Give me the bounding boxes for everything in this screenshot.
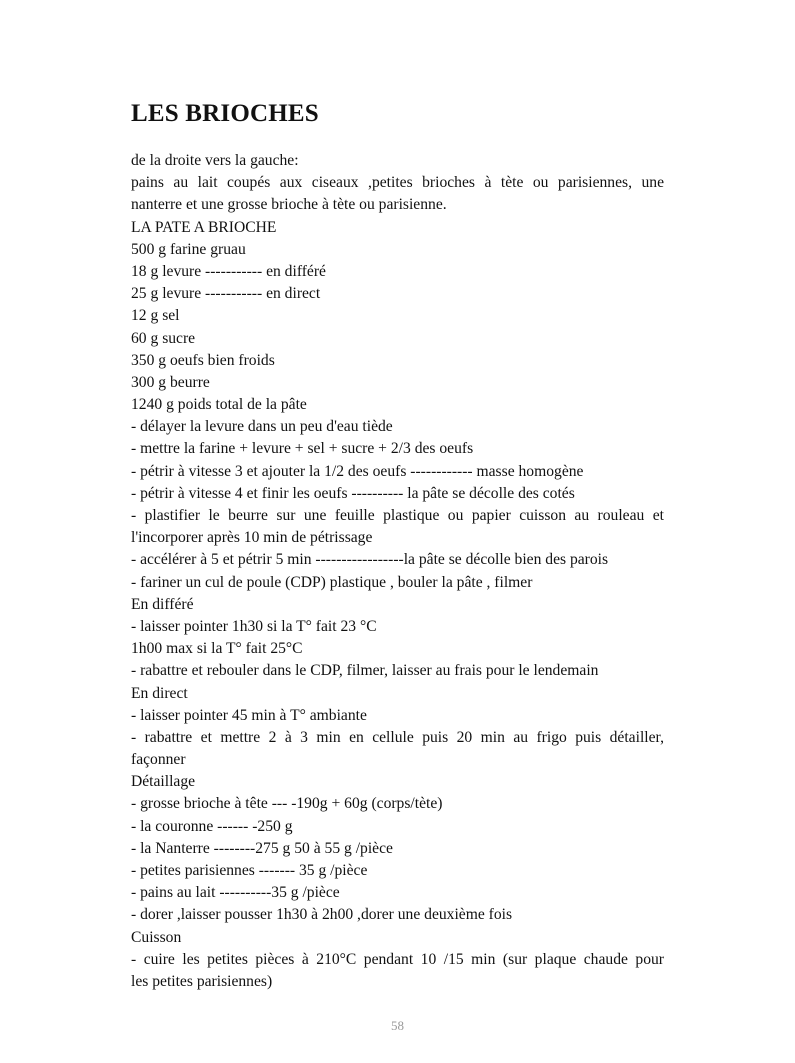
text-line: - pétrir à vitesse 3 et ajouter la 1/2 des oeufs ------------ masse homogène: [131, 462, 584, 480]
text-line: En différé: [131, 595, 194, 613]
text-line: - délayer la levure dans un peu d'eau tiède: [131, 418, 393, 436]
text-line: - pétrir à vitesse 4 et finir les oeufs ---------- la pâte se décolle des cotés: [131, 484, 575, 502]
text-line: - plastifier le beurre sur une feuille plastique ou papier cuisson au rouleau et: [131, 507, 664, 524]
text-line: 60 g sucre: [131, 329, 196, 347]
text-line: - mettre la farine + levure + sel + sucre + 2/3 des oeufs: [131, 440, 474, 458]
text-line: - rabattre et rebouler dans le CDP, filmer, laisser au frais pour le lendemain: [131, 662, 599, 680]
text-line: - rabattre et mettre 2 à 3 min en cellule puis 20 min au frigo puis détailler,: [131, 728, 664, 746]
text-line: 500 g farine gruau: [131, 240, 246, 258]
text-line: Détaillage: [131, 773, 196, 791]
text-line: 350 g oeufs bien froids: [131, 351, 275, 369]
text-line: 18 g levure ----------- en différé: [131, 262, 326, 280]
text-line: 1240 g poids total de la pâte: [131, 396, 307, 414]
text-line: - grosse brioche à tête --- -190g + 60g (corps/tète): [131, 795, 443, 813]
recipe-body: [131, 150, 664, 993]
page-number: 58: [391, 1018, 404, 1033]
text-line: - laisser pointer 1h30 si la T° fait 23 °C: [131, 617, 377, 635]
text-line: - pains au lait ----------35 g /pièce: [131, 884, 340, 902]
text-line: 12 g sel: [131, 307, 180, 325]
text-line: les petites parisiennes): [131, 972, 273, 990]
text-line: - cuire les petites pièces à 210°C pendant 10 /15 min (sur plaque chaude pour: [131, 950, 664, 968]
text-line: façonner: [131, 751, 186, 769]
text-line: 300 g beurre: [131, 373, 210, 391]
page-title: LES BRIOCHES: [131, 100, 319, 127]
text-line: Cuisson: [131, 928, 182, 946]
text-line: 1h00 max si la T° fait 25°C: [131, 640, 303, 658]
text-line: de la droite vers la gauche:: [131, 152, 299, 169]
text-line: nanterre et une grosse brioche à tète ou parisienne.: [131, 196, 447, 214]
text-line: - la couronne ------ -250 g: [131, 817, 293, 835]
text-line: l'incorporer après 10 min de pétrissage: [131, 529, 373, 547]
text-line: - la Nanterre --------275 g 50 à 55 g /pièce: [131, 839, 393, 857]
text-line: 25 g levure ----------- en direct: [131, 285, 321, 303]
text-line: - laisser pointer 45 min à T° ambiante: [131, 706, 367, 724]
text-line: - accélérer à 5 et pétrir 5 min -----------------la pâte se décolle bien des parois: [131, 551, 609, 569]
text-line: - fariner un cul de poule (CDP) plastique , bouler la pâte , filmer: [131, 573, 533, 591]
text-line: pains au lait coupés aux ciseaux ,petites brioches à tète ou parisiennes, une: [131, 174, 664, 192]
text-line: En direct: [131, 684, 188, 702]
text-line: LA PATE A BRIOCHE: [131, 218, 277, 236]
text-line: - dorer ,laisser pousser 1h30 à 2h00 ,dorer une deuxième fois: [131, 906, 513, 924]
text-line: - petites parisiennes ------- 35 g /pièce: [131, 862, 368, 879]
